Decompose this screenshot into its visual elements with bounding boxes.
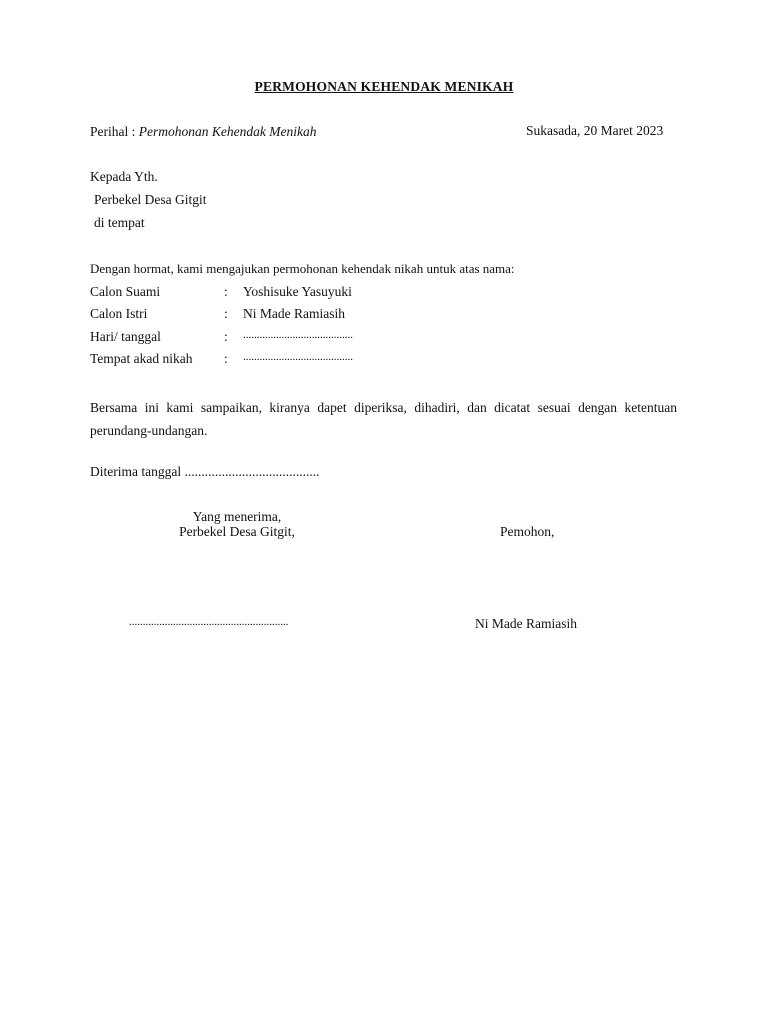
field-label: Hari/ tanggal [90,329,161,344]
recipient-greeting: Kepada Yth. [90,169,158,184]
intro-text: Dengan hormat, kami mengajukan permohonan kehendak nikah untuk atas nama: [90,261,515,276]
field-colon: : [224,284,228,299]
field-value: Ni Made Ramiasih [243,306,345,321]
field-colon: : [224,351,228,366]
perihal-line [90,125,316,139]
perihal-label: Perihal : [90,124,136,139]
field-colon: : [224,306,228,321]
field-label: Calon Suami [90,284,161,299]
received-date: Diterima tanggal ........................................ [90,464,320,479]
field-value: ........................................ [243,329,353,341]
closing-paragraph: Bersama ini kami sampaikan, kiranya dapet diperiksa, dihadiri, dan dicatat sesuai dengan ketentuan perundang-undangan. [90,400,677,438]
perihal-value: Permohonan Kehendak Menikah [138,124,317,139]
signer-left-position: Perbekel Desa Gitgit, [179,524,295,539]
field-label: Calon Istri [90,306,148,321]
signer-right-title: Pemohon, [500,524,555,539]
field-colon: : [224,329,228,344]
field-value: Yoshisuke Yasuyuki [243,284,352,299]
signer-left-title: Yang menerima, [192,509,282,524]
recipient-location: di tempat [94,215,145,230]
field-label: Tempat akad nikah [90,351,193,366]
field-value: ........................................ [243,351,353,363]
place-date: Sukasada, 20 Maret 2023 [526,123,664,138]
recipient-name: Perbekel Desa Gitgit [94,192,207,207]
signer-right-name: Ni Made Ramiasih [475,616,577,631]
signer-left-name: .......................................................... [129,616,289,628]
document-title: PERMOHONAN KEHENDAK MENIKAH [254,79,514,94]
